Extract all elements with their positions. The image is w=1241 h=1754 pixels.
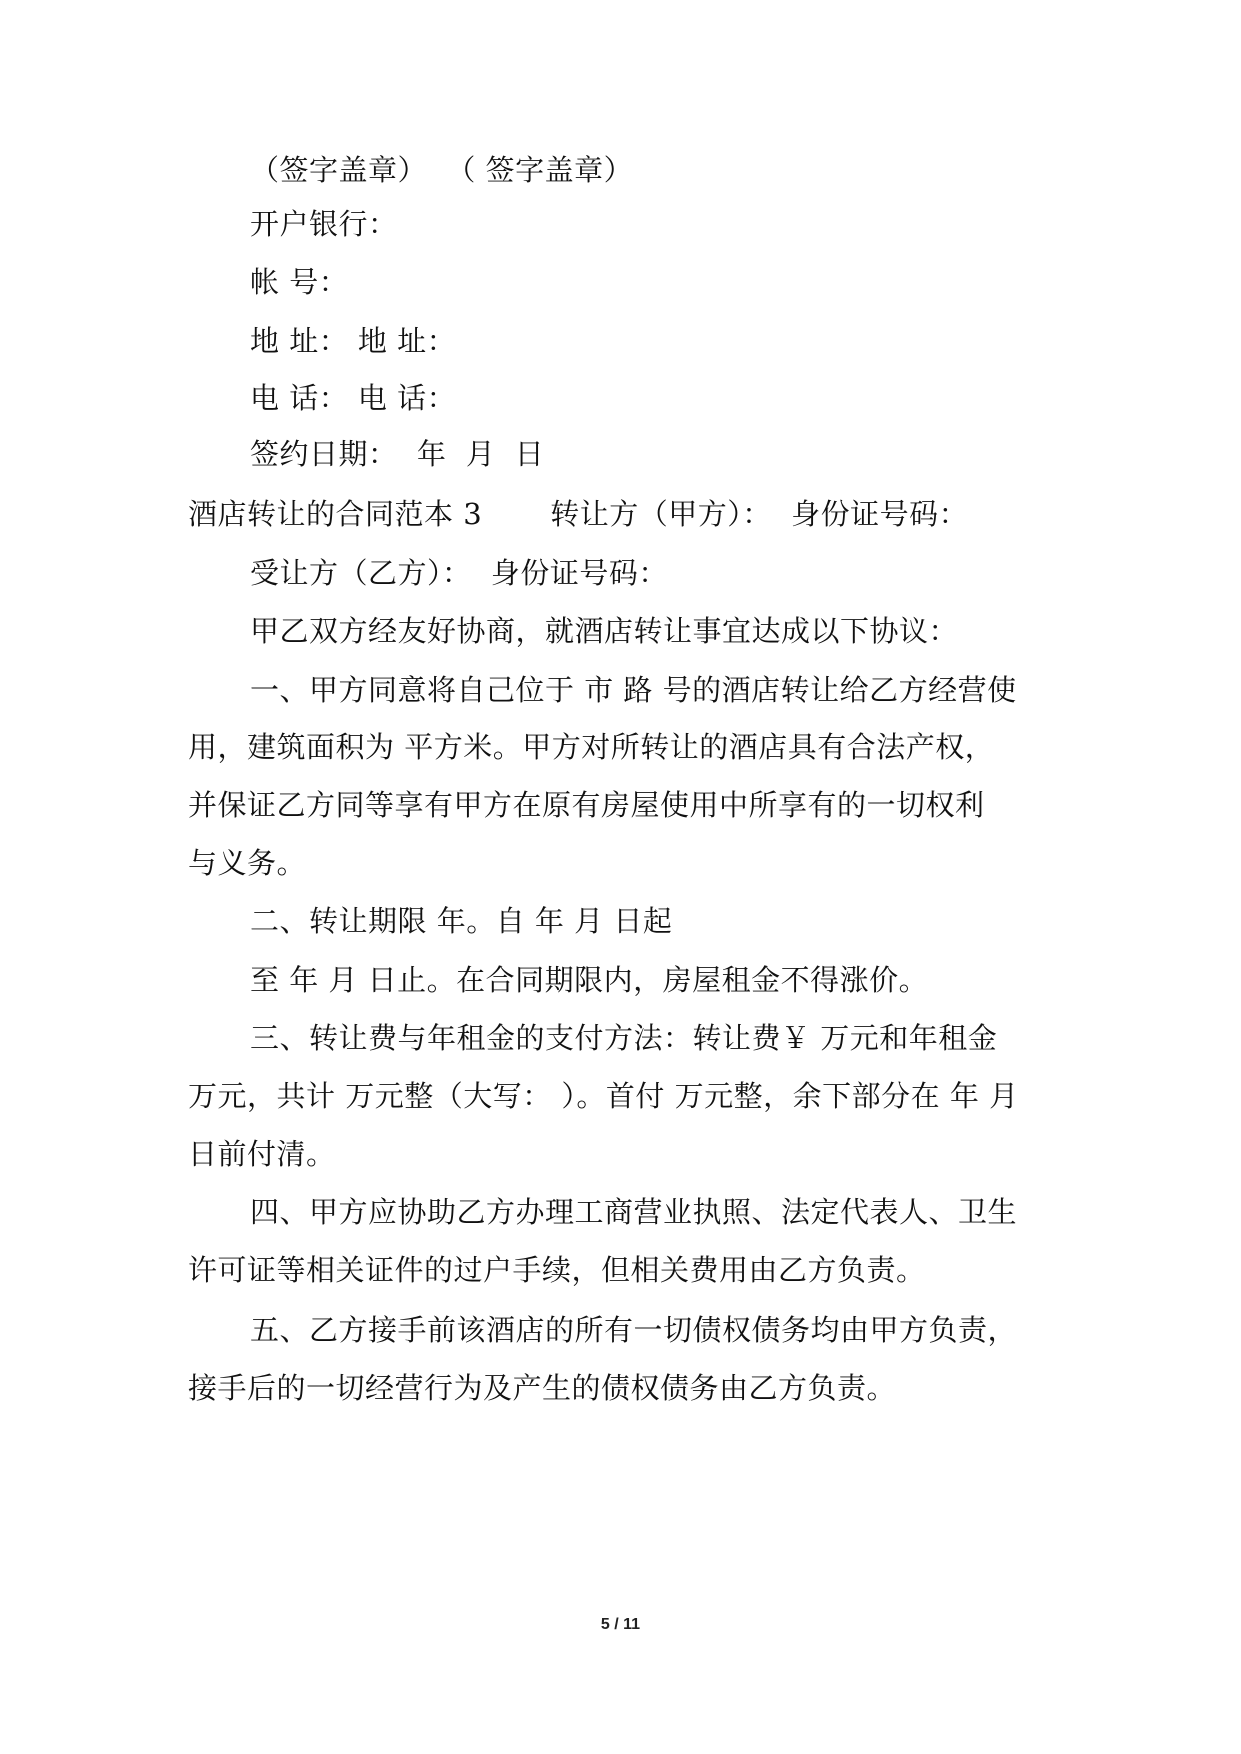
clause-five-line-2: 接手后的一切经营行为及产生的债权债务由乙方负责。 — [188, 1371, 897, 1405]
clause-four-line-1: 四、甲方应协助乙方办理工商营业执照、法定代表人、卫生 — [250, 1195, 1018, 1229]
clause-three-line-2: 万元，共计 万元整（大写： ）。首付 万元整，余下部分在 年 月 — [188, 1079, 1019, 1113]
bank-line: 开户银行： — [250, 207, 398, 241]
address-line: 地 址： 地 址： — [250, 324, 457, 358]
signature-seal-line: （签字盖章） （ 签字盖章） — [250, 153, 634, 187]
clause-one-line-1: 一、甲方同意将自己位于 市 路 号的酒店转让给乙方经营使 — [250, 673, 1017, 707]
clause-one-line-3: 并保证乙方同等享有甲方在原有房屋使用中所享有的一切权利 — [188, 788, 985, 822]
contract-template-heading: 酒店转让的合同范本 3 转让方（甲方）： 身份证号码： — [188, 497, 969, 531]
page-number: 5 / 11 — [600, 1616, 641, 1633]
phone-line: 电 话： 电 话： — [250, 381, 457, 415]
signing-date-line: 签约日期： 年 月 日 — [250, 437, 545, 471]
clause-two-line-1: 二、转让期限 年。自 年 月 日起 — [250, 904, 673, 938]
agreement-intro: 甲乙双方经友好协商，就酒店转让事宜达成以下协议： — [250, 614, 959, 648]
clause-three-line-1: 三、转让费与年租金的支付方法：转让费￥ 万元和年租金 — [250, 1021, 998, 1055]
clause-five-line-1: 五、乙方接手前该酒店的所有一切债权债务均由甲方负责， — [250, 1313, 1018, 1347]
account-line: 帐 号： — [250, 265, 349, 299]
clause-four-line-2: 许可证等相关证件的过户手续，但相关费用由乙方负责。 — [188, 1253, 926, 1287]
clause-two-line-2: 至 年 月 日止。在合同期限内，房屋租金不得涨价。 — [250, 963, 929, 997]
transferee-line: 受让方（乙方）： 身份证号码： — [250, 556, 668, 590]
clause-three-line-3: 日前付清。 — [188, 1137, 336, 1171]
clause-one-line-2: 用，建筑面积为 平方米。甲方对所转让的酒店具有合法产权， — [188, 730, 995, 764]
clause-one-line-4: 与义务。 — [188, 846, 307, 880]
